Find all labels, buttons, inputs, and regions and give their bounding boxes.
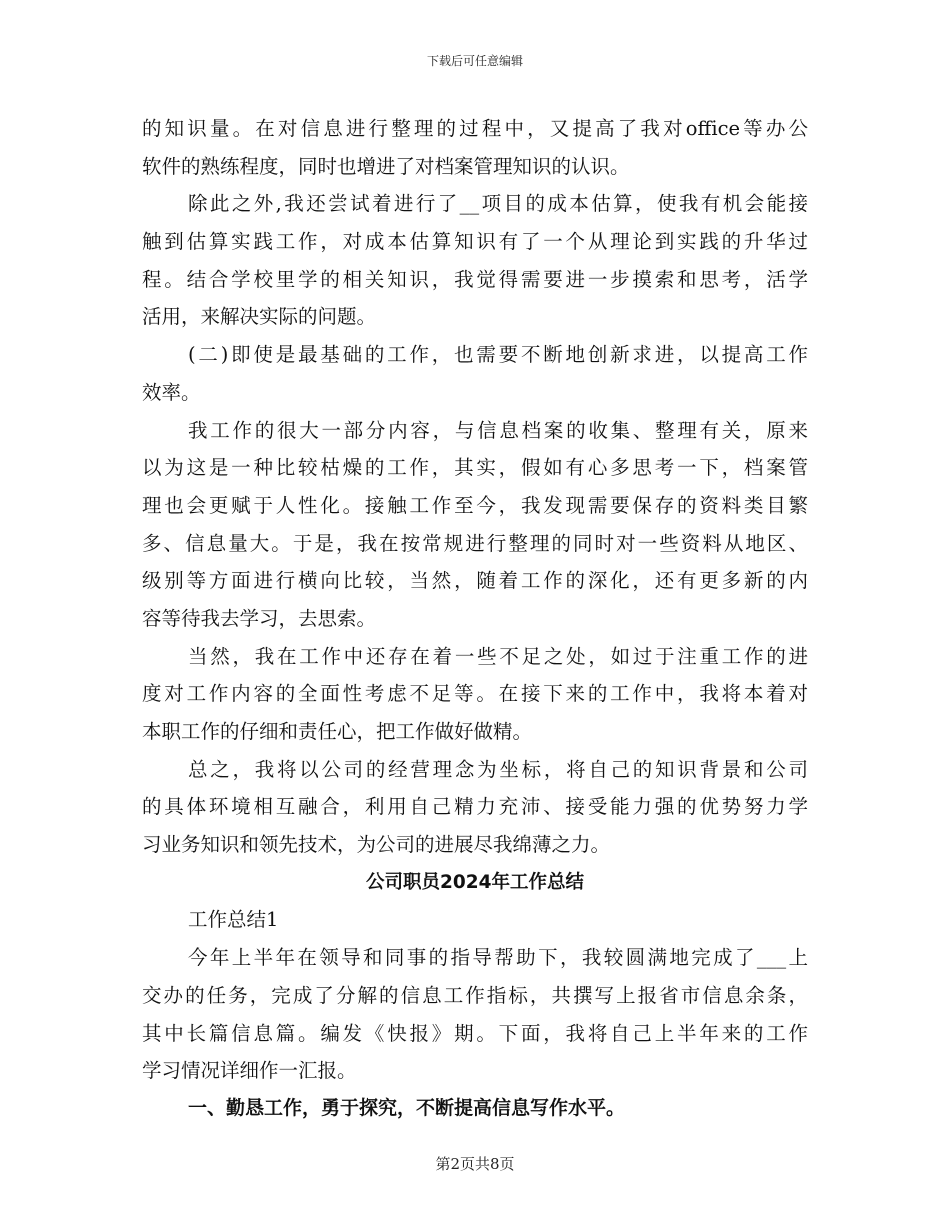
page-footer: 第2页共8页 <box>435 1155 515 1173</box>
page-header: 下载后可任意编辑 <box>426 54 523 68</box>
document-body <box>142 110 808 1128</box>
paragraph-line: 其中长篇信息篇。编发《快报》期。下面，我将自己上半年来的工作 <box>142 1021 808 1045</box>
paragraph-line: 本职工作的仔细和责任心，把工作做好做精。 <box>142 720 533 743</box>
paragraph-line: 除此之外,我还尝试着进行了__项目的成本估算，使我有机会能接 <box>188 192 808 216</box>
paragraph-line: 交办的任务，完成了分解的信息工作指标，共撰写上报省市信息余条， <box>142 983 808 1007</box>
paragraph-line: 度对工作内容的全面性考虑不足等。在接下来的工作中，我将本着对 <box>142 682 808 706</box>
paragraph-line: 的具体环境相互融合，利用自己精力充沛、接受能力强的优势努力学 <box>142 795 808 819</box>
paragraph-line: 活用，来解决实际的问题。 <box>142 305 377 329</box>
section-title: 公司职员2024年工作总结 <box>366 871 584 893</box>
paragraph-line: 软件的熟练程度，同时也增进了对档案管理知识的认识。 <box>142 154 630 178</box>
paragraph-line: (二)即使是最基础的工作，也需要不断地创新求进，以提高工作 <box>188 343 808 367</box>
paragraph-line: 习业务知识和领先技术，为公司的进展尽我绵薄之力。 <box>142 833 611 857</box>
paragraph-line: 总之，我将以公司的经营理念为坐标，将自己的知识背景和公司 <box>188 757 808 781</box>
bold-heading: 一、勤恳工作，勇于探究，不断提高信息写作水平。 <box>188 1096 626 1119</box>
paragraph-line: 效率。 <box>142 380 201 404</box>
paragraph-line: 我工作的很大一部分内容，与信息档案的收集、整理有关，原来 <box>188 418 808 442</box>
paragraph-line: 多、信息量大。于是，我在按常规进行整理的同时对一些资料从地区、 <box>142 531 808 555</box>
paragraph-line: 当然，我在工作中还存在着一些不足之处，如过于注重工作的进 <box>188 644 808 668</box>
paragraph-line: 容等待我去学习，去思索。 <box>142 606 377 630</box>
paragraph-line: 理也会更赋于人性化。接触工作至今，我发现需要保存的资料类目繁 <box>142 493 808 517</box>
paragraph-line: 程。结合学校里学的相关知识，我觉得需要进一步摸索和思考，活学 <box>142 267 808 291</box>
paragraph-line: 级别等方面进行横向比较，当然，随着工作的深化，还有更多新的内 <box>142 569 808 593</box>
paragraph-line: 以为这是一种比较枯燥的工作，其实，假如有心多思考一下，档案管 <box>142 456 808 480</box>
paragraph-line: 触到估算实践工作，对成本估算知识有了一个从理论到实践的升华过 <box>142 230 808 254</box>
paragraph-line: 今年上半年在领导和同事的指导帮助下，我较圆满地完成了___上 <box>188 946 808 970</box>
paragraph-line: 的知识量。在对信息进行整理的过程中，又提高了我对office等办公 <box>142 117 808 140</box>
paragraph-line: 学习情况详细作一汇报。 <box>142 1059 357 1083</box>
subsection-label: 工作总结1 <box>188 908 279 932</box>
